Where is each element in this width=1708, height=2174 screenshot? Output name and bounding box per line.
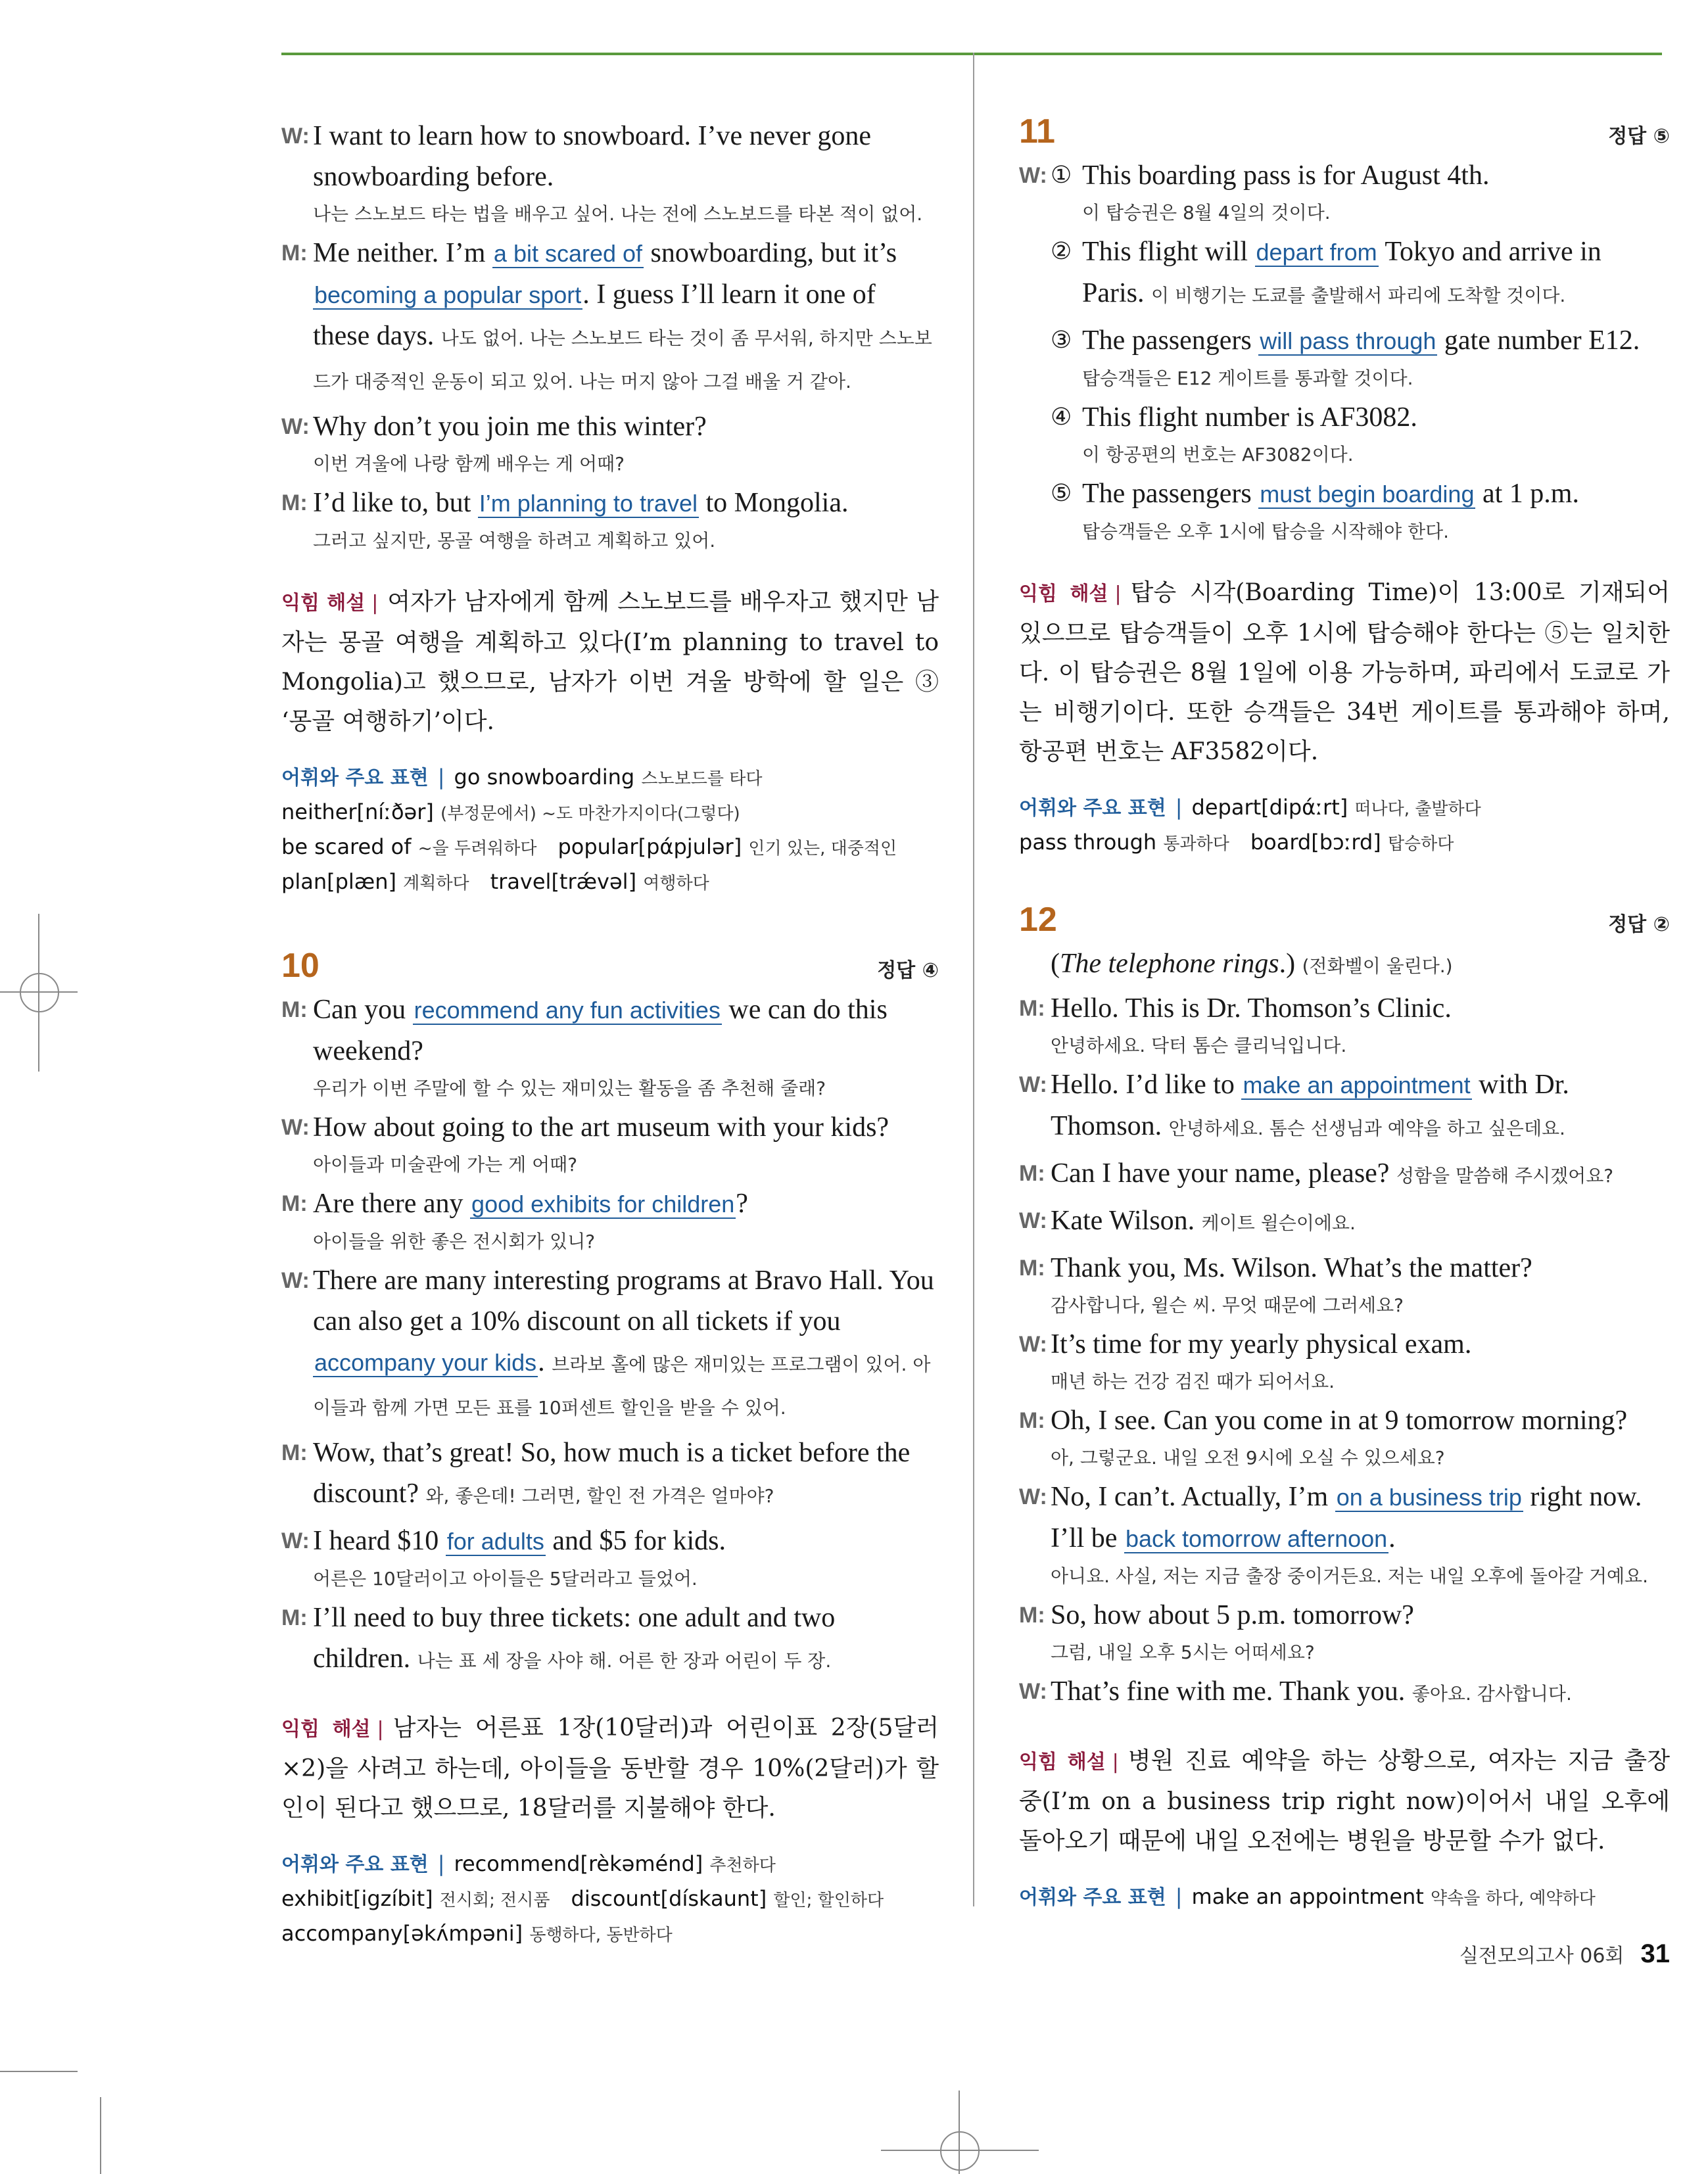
q12-header xyxy=(1019,900,1670,939)
q11-vocabulary xyxy=(1019,791,1670,861)
translation: 어른은 10달러이고 아이들은 5달러라고 들었어. xyxy=(313,1568,698,1590)
speaker-label: W: xyxy=(281,1115,310,1140)
vocab-meaning: 여행하다 xyxy=(643,874,709,893)
dialogue-line xyxy=(1019,1324,1670,1396)
speaker-label: W: xyxy=(281,1528,310,1553)
translation: 아이들을 위한 좋은 전시회가 있니? xyxy=(313,1231,596,1252)
speaker-label: M: xyxy=(281,1191,308,1216)
footer-title: 실전모의고사 06회 xyxy=(1459,1945,1625,1968)
vocab-meaning: 인기 있는, 대중적인 xyxy=(748,839,897,859)
key-phrase: recommend any fun activities xyxy=(414,997,721,1024)
dialogue-text: gate number E12. xyxy=(1437,325,1640,356)
vocab-row xyxy=(281,865,939,900)
vocab-term: make an appointment xyxy=(1191,1884,1424,1909)
dialogue-text: The passengers xyxy=(1082,325,1259,356)
speaker-label: W: xyxy=(1019,1679,1047,1704)
choice-number: ① xyxy=(1051,162,1072,189)
dialogue-text: The passengers xyxy=(1082,479,1259,509)
dialogue-text: Tokyo and arrive in Paris. xyxy=(1082,237,1601,308)
vocab-term: board[bɔːrd] xyxy=(1250,830,1381,855)
top-rule xyxy=(281,53,1662,55)
vocab-label: 어휘와 주요 표현 xyxy=(281,767,429,790)
dialogue-line xyxy=(281,483,939,555)
key-phrase: becoming a popular sport xyxy=(314,281,582,308)
dialogue-line xyxy=(1019,1064,1670,1149)
vocab-term: travel[trǽvəl] xyxy=(490,869,637,894)
dialogue-text: I want to learn how to snowboard. I’ve never gone snowboarding before. xyxy=(313,121,872,192)
translation: 안녕하세요. 톰슨 선생님과 예약을 하고 싶은데요. xyxy=(1168,1118,1565,1139)
vocab-term: discount[dískaunt] xyxy=(571,1886,767,1911)
q10-dialogue xyxy=(281,989,939,1682)
key-phrase: make an appointment xyxy=(1243,1072,1471,1099)
dialogue-line xyxy=(281,116,939,229)
speaker-label: M: xyxy=(281,241,308,266)
registration-mark-left xyxy=(0,914,79,1072)
speaker-label: W: xyxy=(1019,1484,1047,1509)
dialogue-text: Me neither. I’m xyxy=(313,238,492,268)
translation: 감사합니다, 윌슨 씨. 무엇 때문에 그러세요? xyxy=(1051,1294,1404,1316)
translation: 이 항공편의 번호는 AF3082이다. xyxy=(1082,444,1354,465)
speaker-label: M: xyxy=(1019,1603,1045,1628)
dialogue-text: Are there any xyxy=(313,1189,471,1219)
dialogue-line xyxy=(1019,1595,1670,1667)
vocab-term: recommend[rèkəménd] xyxy=(454,1851,703,1876)
dialogue-line xyxy=(1019,1200,1670,1244)
translation: 그러고 싶지만, 몽골 여행을 하려고 계획하고 있어. xyxy=(313,530,716,552)
speaker-label: M: xyxy=(1019,996,1045,1021)
stage-text: The telephone rings xyxy=(1060,949,1279,979)
dialogue-text: we can do this weekend? xyxy=(313,995,888,1066)
explanation-text: 남자는 어른표 1장(10달러)과 어린이표 2장(5달러×2)을 사려고 하는데, 아이들을 동반할 경우 10%(2달러)가 할인이 된다고 했으므로, 18달러를 지불해야 한다. xyxy=(281,1714,939,1822)
dialogue-text: Why don’t you join me this winter? xyxy=(313,412,707,442)
right-column xyxy=(1019,112,1670,1915)
question-number: 12 xyxy=(1019,901,1057,939)
translation: 탑승객들은 E12 게이트를 통과할 것이다. xyxy=(1082,367,1413,389)
translation: 아, 그렇군요. 내일 오전 9시에 오실 수 있으세요? xyxy=(1051,1447,1445,1469)
vocab-meaning: 동행하다, 동반하다 xyxy=(529,1926,673,1945)
vocab-meaning: (부정문에서) ~도 마찬가지이다(그렇다) xyxy=(440,804,740,824)
dialogue-text: Can I have your name, please? xyxy=(1051,1158,1396,1189)
dialogue-line xyxy=(1019,988,1670,1060)
dialogue-text: at 1 p.m. xyxy=(1475,479,1579,509)
dialogue-text: right now. I’ll be xyxy=(1051,1482,1642,1553)
vocab-row: 어휘와 주요 표현 | recommend[rèkəménd] 추천하다 xyxy=(281,1851,776,1876)
dialogue-line xyxy=(281,1183,939,1256)
key-phrase: good exhibits for children xyxy=(471,1191,735,1217)
q11-choices xyxy=(1019,155,1670,546)
translation: 아이들과 미술관에 가는 게 어때? xyxy=(313,1154,578,1175)
vocab-meaning: 전시회; 전시품 xyxy=(439,1891,550,1910)
dialogue-text: Kate Wilson. xyxy=(1051,1206,1202,1236)
speaker-label: W: xyxy=(1019,163,1047,188)
column-divider xyxy=(973,53,974,1906)
speaker-label: M: xyxy=(281,1440,308,1465)
translation: 매년 하는 건강 검진 때가 되어서요. xyxy=(1051,1371,1335,1392)
key-phrase: for adults xyxy=(446,1528,544,1555)
translation: 우리가 이번 주말에 할 수 있는 재미있는 활동을 좀 추천해 줄래? xyxy=(313,1077,826,1099)
translation: 그럼, 내일 오후 5시는 어떠세요? xyxy=(1051,1642,1315,1663)
dialogue-text: This flight number is AF3082. xyxy=(1082,402,1417,433)
speaker-label: W: xyxy=(281,414,310,439)
answer-choice xyxy=(1019,320,1670,393)
q11-header xyxy=(1019,112,1670,151)
translation: 와, 좋은데! 그러면, 할인 전 가격은 얼마야? xyxy=(425,1485,774,1507)
dialogue-text: Oh, I see. Can you come in at 9 tomorrow morning? xyxy=(1051,1406,1628,1436)
dialogue-line xyxy=(281,406,939,479)
dialogue-text: . I guess I’ll learn it one of these days. xyxy=(313,279,876,351)
speaker-label: M: xyxy=(1019,1256,1045,1281)
explanation-label: 익힘 해설 xyxy=(1019,582,1108,605)
translation: 이번 겨울에 나랑 함께 배우는 게 어때? xyxy=(313,453,625,475)
answer-key: 정답 ④ xyxy=(877,959,939,982)
registration-mark-bottom xyxy=(881,2091,1039,2174)
vocab-term: pass through xyxy=(1019,830,1157,855)
dialogue-text: There are many interesting programs at Bravo Hall. You can also get a 10% discount on all tickets if you xyxy=(313,1265,934,1336)
translation: 안녕하세요. 닥터 톰슨 클리닉입니다. xyxy=(1051,1035,1347,1056)
question-number: 10 xyxy=(281,947,320,985)
q12-explanation: 익힘 해설 | 병원 진료 예약을 하는 상황으로, 여자는 지금 출장 중(I’m on a business trip right now)이어서 내일 오후에 돌아오기 때문에 내일 오전에는 병원을 방문할 수가 없다. xyxy=(1019,1747,1670,1855)
explanation-text: 병원 진료 예약을 하는 상황으로, 여자는 지금 출장 중(I’m on a business trip right now)이어서 내일 오후에 돌아오기 때문에 내일 오전에는 병원을 방문할 수가 없다. xyxy=(1019,1747,1670,1855)
vocab-meaning: 추천하다 xyxy=(709,1856,776,1876)
translation: 아니요. 사실, 저는 지금 출장 중이거든요. 저는 내일 오후에 돌아갈 거예요. xyxy=(1051,1565,1649,1587)
dialogue-text: Wow, that’s great! So, how much is a ticket before the discount? xyxy=(313,1438,911,1509)
answer-key: 정답 ⑤ xyxy=(1608,125,1670,148)
choice-number: ④ xyxy=(1051,404,1072,431)
dialogue-text: snowboarding, but it’s xyxy=(644,238,897,268)
dialogue-text: I’ll need to buy three tickets: one adult and two children. xyxy=(313,1603,836,1674)
speaker-label: M: xyxy=(281,997,308,1022)
speaker-label: M: xyxy=(281,490,308,515)
key-phrase: must begin boarding xyxy=(1260,481,1475,508)
answer-choice xyxy=(1019,397,1670,469)
key-phrase: will pass through xyxy=(1260,327,1436,354)
q10-explanation: 익힘 해설 | 남자는 어른표 1장(10달러)과 어린이표 2장(5달러×2)을 사려고 하는데, 아이들을 동반할 경우 10%(2달러)가 할인이 된다고 했으므로, 18달러를 지불해야 한다. xyxy=(281,1714,939,1822)
dialogue-line xyxy=(1019,1671,1670,1714)
dialogue-text: with Dr. Thomson. xyxy=(1051,1070,1569,1141)
answer-choice xyxy=(1019,155,1670,227)
vocab-meaning: ~을 두려워하다 xyxy=(417,839,537,859)
dialogue-text: I’d like to, but xyxy=(313,488,478,518)
vocab-meaning: 할인; 할인하다 xyxy=(773,1891,884,1910)
q12-dialogue xyxy=(1019,988,1670,1714)
vocab-term: popular[pάpjulər] xyxy=(557,834,742,859)
explanation-label: 익힘 해설 xyxy=(281,592,366,615)
vocab-label: 어휘와 주요 표현 xyxy=(1019,797,1166,820)
key-phrase: depart from xyxy=(1256,239,1377,266)
translation: 나도 없어. 나는 스노보드 타는 것이 좀 무서워, 하지만 스노보드가 대중적인 운동이 되고 있어. 나는 머지 않아 그걸 배울 거 같아. xyxy=(313,327,932,392)
vocab-meaning: 탑승하다 xyxy=(1387,834,1454,854)
speaker-label: W: xyxy=(1019,1332,1047,1357)
dialogue-line xyxy=(281,1597,939,1682)
choice-number: ⑤ xyxy=(1051,480,1072,507)
stage-direction: (The telephone rings.) (전화벨이 울린다.) xyxy=(1051,949,1453,979)
dialogue-text: Thank you, Ms. Wilson. What’s the matter? xyxy=(1051,1253,1532,1283)
vocab-row xyxy=(281,1917,939,1952)
dialogue-text: Hello. This is Dr. Thomson’s Clinic. xyxy=(1051,993,1452,1024)
speaker-label: W: xyxy=(281,1268,310,1293)
dialogue-text: It’s time for my yearly physical exam. xyxy=(1051,1329,1472,1359)
vocab-term: plan[plæn] xyxy=(281,869,396,894)
vocab-row: 어휘와 주요 표현 | depart[dipάːrt] 떠나다, 출발하다 xyxy=(1019,795,1481,820)
vocab-row xyxy=(281,830,939,865)
vocab-term: exhibit[igzíbit] xyxy=(281,1886,433,1911)
vocab-row xyxy=(1019,826,1670,861)
translation: 탑승객들은 오후 1시에 탑승을 시작해야 한다. xyxy=(1082,521,1450,542)
question-number: 11 xyxy=(1019,112,1055,151)
vocab-meaning: 떠나다, 출발하다 xyxy=(1354,799,1481,819)
dialogue-line xyxy=(1019,1153,1670,1196)
q10-vocabulary xyxy=(281,1847,939,1952)
dialogue-text: How about going to the art museum with your kids? xyxy=(313,1112,890,1143)
translation: 이 탑승권은 8월 4일의 것이다. xyxy=(1082,202,1331,224)
dialogue-line xyxy=(1019,1477,1670,1591)
vocab-meaning: 스노보드를 타다 xyxy=(641,769,763,789)
vocab-meaning: 계획하다 xyxy=(403,874,469,893)
translation: 케이트 윌슨이에요. xyxy=(1201,1212,1356,1234)
vocab-term: depart[dipάːrt] xyxy=(1191,795,1348,820)
dialogue-text: I heard $10 xyxy=(313,1526,446,1556)
explanation-text: 여자가 남자에게 함께 스노보드를 배우자고 했지만 남자는 몽골 여행을 계획하고 있다(I’m planning to travel to Mongolia)고 했으므로, 남자가 이번 겨울 방학에 할 일은 ③ ‘몽골 여행하기’이다. xyxy=(281,588,939,735)
translation: 나는 스노보드 타는 법을 배우고 싶어. 나는 전에 스노보드를 타본 적이 없어. xyxy=(313,203,923,225)
translation: 좋아요. 감사합니다. xyxy=(1411,1683,1572,1705)
dialogue-line xyxy=(281,1521,939,1594)
dialogue-text: This flight will xyxy=(1082,237,1255,267)
speaker-label: M: xyxy=(1019,1408,1045,1433)
dialogue-line xyxy=(281,989,939,1103)
key-phrase: on a business trip xyxy=(1336,1484,1522,1511)
key-phrase: a bit scared of xyxy=(493,240,643,267)
dialogue-line xyxy=(1019,1400,1670,1473)
dialogue-line xyxy=(281,1107,939,1179)
q12-vocabulary xyxy=(1019,1880,1670,1915)
q9-vocabulary xyxy=(281,761,939,900)
vocab-row: 어휘와 주요 표현 | go snowboarding 스노보드를 타다 xyxy=(281,765,763,790)
vocab-term: be scared of xyxy=(281,834,412,859)
key-phrase: I’m planning to travel xyxy=(479,490,698,517)
key-phrase: accompany your kids xyxy=(314,1349,537,1376)
vocab-row xyxy=(281,795,939,830)
dialogue-line xyxy=(281,1432,939,1517)
dialogue-text: and $5 for kids. xyxy=(545,1526,726,1556)
translation: 나는 표 세 장을 사야 해. 어른 한 장과 어린이 두 장. xyxy=(417,1650,832,1672)
dialogue-line xyxy=(281,1260,939,1429)
vocab-label: 어휘와 주요 표현 xyxy=(1019,1886,1166,1909)
page-number: 31 xyxy=(1640,1939,1670,1968)
vocab-term: neither[níːðər] xyxy=(281,799,434,824)
stage-translation: (전화벨이 울린다.) xyxy=(1302,955,1453,977)
answer-key: 정답 ② xyxy=(1608,913,1670,936)
dialogue-text: This boarding pass is for August 4th. xyxy=(1082,160,1490,191)
left-column xyxy=(281,112,939,1952)
dialogue-text: . xyxy=(538,1347,552,1377)
vocab-meaning: 약속을 하다, 예약하다 xyxy=(1431,1889,1596,1908)
q9-dialogue xyxy=(281,116,939,555)
speaker-label: M: xyxy=(1019,1161,1045,1186)
page-footer xyxy=(1459,1939,1670,1969)
answer-choice xyxy=(1019,231,1670,316)
dialogue-line xyxy=(281,233,939,402)
vocab-term: go snowboarding xyxy=(454,765,635,790)
dialogue-text: No, I can’t. Actually, I’m xyxy=(1051,1482,1335,1512)
vocab-term: accompany[əkʌ́mpəni] xyxy=(281,1921,523,1946)
vocab-meaning: 통과하다 xyxy=(1163,834,1229,854)
key-phrase: back tomorrow afternoon xyxy=(1125,1525,1388,1552)
q9-explanation: 익힘 해설 | 여자가 남자에게 함께 스노보드를 배우자고 했지만 남자는 몽골 여행을 계획하고 있다(I’m planning to travel to Mongolia)고 했으므로, 남자가 이번 겨울 방학에 할 일은 ③ ‘몽골 여행하기’이다. xyxy=(281,588,939,735)
dialogue-text: Can you xyxy=(313,995,413,1025)
explanation-text: 탑승 시각(Boarding Time)이 13:00로 기재되어 있으므로 탑승객들이 오후 1시에 탑승해야 한다는 ⑤는 일치한다. 이 탑승권은 8월 1일에 이용 가능하며, 파리에서 도쿄로 가는 비행기이다. 또한 승객들은 34번 게이트를 통과해야 하며, 항공편 번호는 AF3582이다. xyxy=(1019,579,1670,765)
dialogue-text: So, how about 5 p.m. tomorrow? xyxy=(1051,1600,1414,1630)
explanation-label: 익힘 해설 xyxy=(1019,1751,1106,1774)
speaker-label: W: xyxy=(1019,1072,1047,1097)
translation: 브라보 홀에 많은 재미있는 프로그램이 있어. 아이들과 함께 가면 모든 표를 10퍼센트 할인을 받을 수 있어. xyxy=(313,1354,931,1419)
dialogue-text: to Mongolia. xyxy=(698,488,849,518)
explanation-label: 익힘 해설 xyxy=(281,1718,371,1741)
crop-mark-bottom-left xyxy=(0,2071,105,2174)
q11-explanation: 익힘 해설 | 탑승 시각(Boarding Time)이 13:00로 기재되어 있으므로 탑승객들이 오후 1시에 탑승해야 한다는 ⑤는 일치한다. 이 탑승권은 8월 1일에 이용 가능하며, 파리에서 도쿄로 가는 비행기이다. 또한 승객들은 34번 게이트를 통과해야 하며, 항공편 번호는 AF3582이다. xyxy=(1019,579,1670,765)
vocab-label: 어휘와 주요 표현 xyxy=(281,1853,429,1876)
dialogue-text: . xyxy=(1388,1523,1396,1553)
speaker-label: W: xyxy=(281,124,310,149)
choice-number: ② xyxy=(1051,238,1072,265)
vocab-row: 어휘와 주요 표현 | make an appointment 약속을 하다, 예약하다 xyxy=(1019,1884,1596,1909)
dialogue-text: Hello. I’d like to xyxy=(1051,1070,1242,1100)
translation: 이 비행기는 도쿄를 출발해서 파리에 도착할 것이다. xyxy=(1151,285,1566,306)
translation: 성함을 말씀해 주시겠어요? xyxy=(1396,1165,1614,1187)
q10-header xyxy=(281,946,939,985)
speaker-label: M: xyxy=(281,1605,308,1630)
dialogue-line xyxy=(1019,1248,1670,1320)
vocab-row xyxy=(281,1882,939,1917)
answer-choice xyxy=(1019,473,1670,546)
choice-number: ③ xyxy=(1051,327,1072,354)
speaker-label: W: xyxy=(1019,1208,1047,1233)
dialogue-text: ? xyxy=(736,1189,748,1219)
dialogue-text: That’s fine with me. Thank you. xyxy=(1051,1676,1412,1707)
